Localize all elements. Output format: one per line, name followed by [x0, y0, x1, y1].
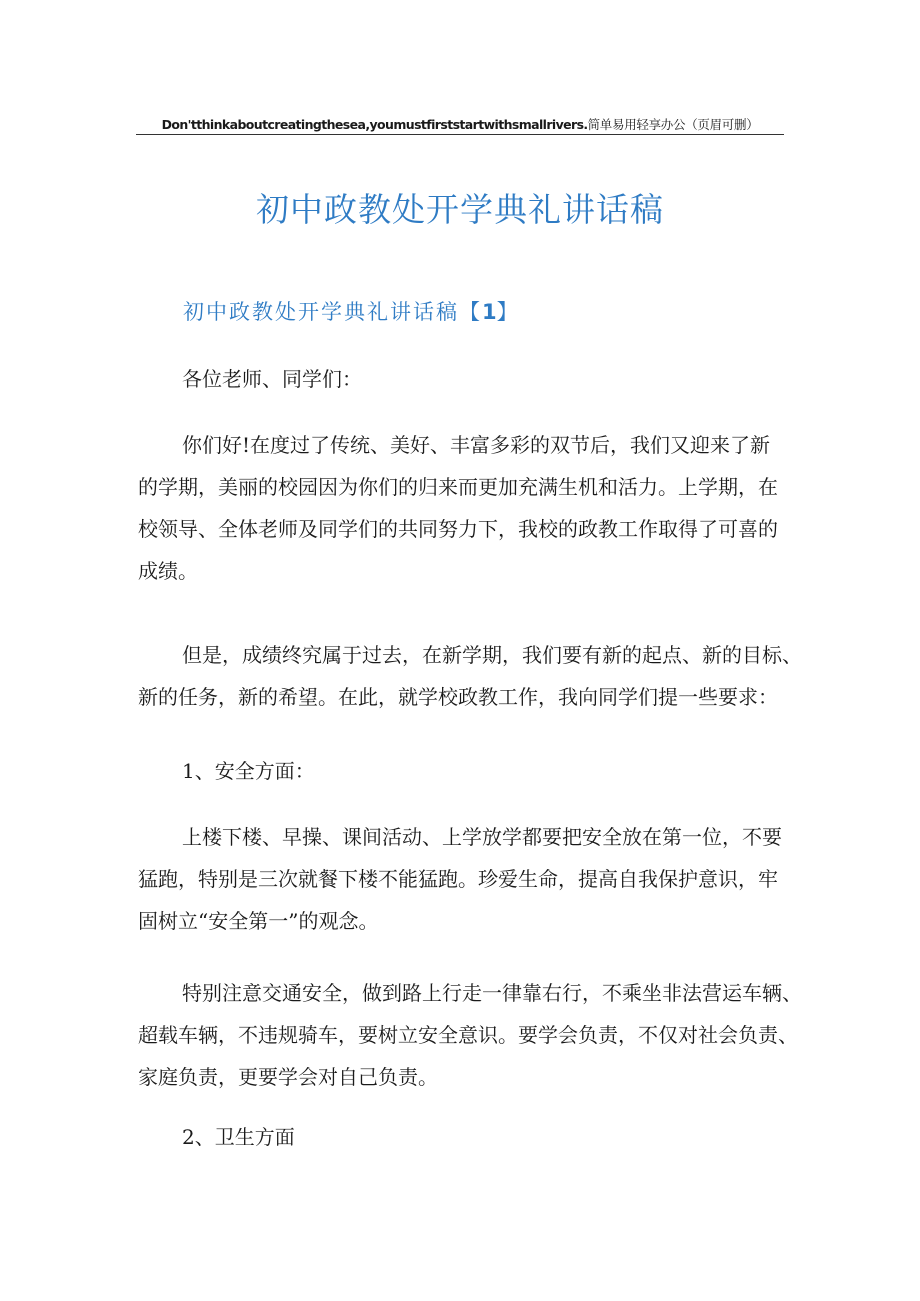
paragraph-line: 1、安全方面： — [182, 759, 315, 783]
page-header — [136, 116, 784, 135]
paragraph-line: 家庭负责，更要学会对自己负责。 — [138, 1065, 438, 1089]
paragraph-opening — [138, 424, 790, 592]
section-heading-text: 初中政教处开学典礼讲话稿 — [183, 300, 459, 324]
document-title: 初中政教处开学典礼讲话稿 — [256, 190, 664, 229]
header-chinese-note: 简单易用轻享办公（页眉可删） — [587, 117, 759, 132]
paragraph-line: 2、卫生方面 — [182, 1125, 295, 1149]
paragraph-safety-heading — [138, 750, 790, 792]
section-heading-close-bracket: 】 — [496, 300, 520, 324]
paragraph-line: 各位老师、同学们： — [182, 367, 362, 391]
paragraph-traffic-safety — [138, 972, 802, 1098]
paragraph-line: 超载车辆，不违规骑车，要树立安全意识。要学会负责，不仅对社会负责、 — [138, 1023, 798, 1047]
paragraph-greeting — [138, 358, 790, 400]
paragraph-line: 但是，成绩终究属于过去，在新学期，我们要有新的起点、新的目标、 — [182, 643, 802, 667]
paragraph-line: 固树立“安全第一”的观念。 — [138, 909, 379, 933]
paragraph-line: 的学期，美丽的校园因为你们的归来而更加充满生机和活力。上学期，在 — [138, 475, 778, 499]
header-english-quote: Don'tthinkaboutcreatingthesea,youmustfirststartwithsmallrivers. — [161, 117, 588, 132]
paragraph-line: 上楼下楼、早操、课间活动、上学放学都要把安全放在第一位，不要 — [182, 825, 782, 849]
paragraph-line: 成绩。 — [138, 559, 198, 583]
paragraph-line: 猛跑，特别是三次就餐下楼不能猛跑。珍爱生命，提高自我保护意识，牢 — [138, 867, 778, 891]
section-heading — [183, 296, 520, 328]
paragraph-requirements-intro — [138, 634, 802, 718]
paragraph-line: 特别注意交通安全，做到路上行走一律靠右行，不乘坐非法营运车辆、 — [182, 981, 802, 1005]
paragraph-line: 新的任务，新的希望。在此，就学校政教工作，我向同学们提一些要求： — [138, 685, 778, 709]
section-heading-number: 1 — [482, 300, 497, 324]
paragraph-line: 校领导、全体老师及同学们的共同努力下，我校的政教工作取得了可喜的 — [138, 517, 778, 541]
paragraph-safety-stairs — [138, 816, 790, 942]
paragraph-line: 你们好!在度过了传统、美好、丰富多彩的双节后，我们又迎来了新 — [182, 433, 771, 457]
section-heading-open-bracket: 【 — [459, 300, 482, 324]
paragraph-hygiene-heading — [138, 1116, 790, 1158]
